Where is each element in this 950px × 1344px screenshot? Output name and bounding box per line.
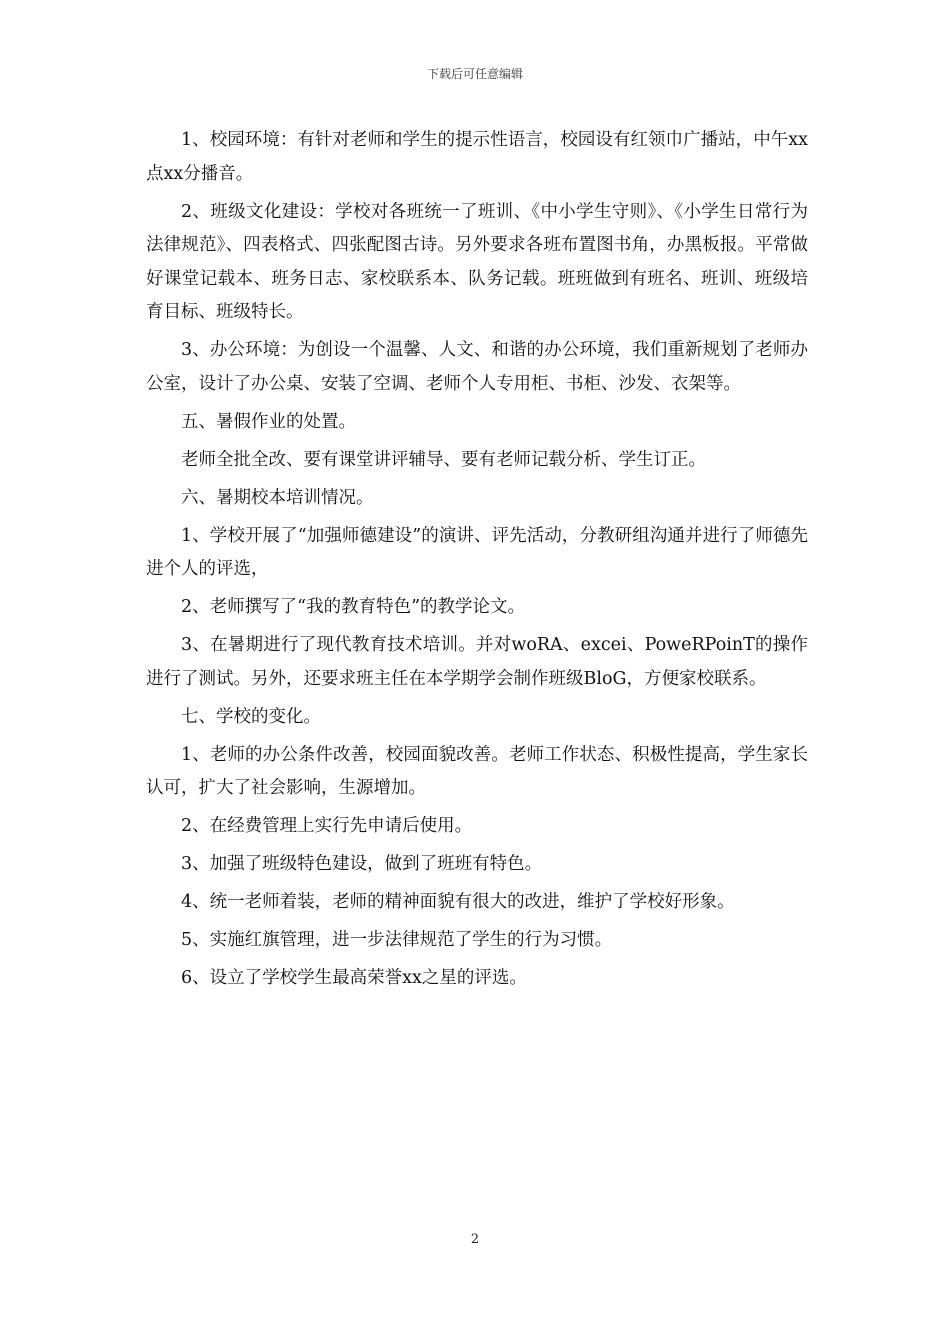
page-number: 2 xyxy=(470,1232,480,1247)
paragraph-homework-grading: 老师全批全改、要有课堂讲评辅导、要有老师记载分析、学生订正。 xyxy=(181,449,706,470)
paragraph-ethics-activity: 1、学校开展了“加强师德建设”的演讲、评先活动，分教研组沟通并进行了师德先进个人的评选， xyxy=(146,525,808,579)
document-body xyxy=(146,124,808,1000)
section-heading-school-changes: 七、学校的变化。 xyxy=(181,706,321,727)
paragraph-change-red-flag: 5、实施红旗管理，进一步法律规范了学生的行为习惯。 xyxy=(181,930,613,950)
paragraph-tech-training: 3、在暑期进行了现代教育技术培训。并对woRA、excei、PoweRPoinT的操作进行了测试。另外，还要求班主任在本学期学会制作班级BloG，方便家校联系。 xyxy=(146,635,808,689)
page-header: 下载后可任意编辑 xyxy=(426,67,523,81)
section-heading-summer-training: 六、暑期校本培训情况。 xyxy=(181,487,374,508)
paragraph-class-culture: 2、班级文化建设：学校对各班统一了班训、《中小学生守则》、《小学生日常行为法律规范》、四表格式、四张配图古诗。另外要求各班布置图书角，办黑板报。平常做好课堂记载本、班务日志、家校联系本、队务记载。班班做到有班名、班训、班级培育目标、班级特长。 xyxy=(146,201,808,322)
paragraph-office-environment: 3、办公环境：为创设一个温馨、人文、和谐的办公环境，我们重新规划了老师办公室，设计了办公桌、安装了空调、老师个人专用柜、书柜、沙发、衣架等。 xyxy=(146,340,808,394)
paragraph-teaching-papers: 2、老师撰写了“我的教育特色”的教学论文。 xyxy=(181,597,526,617)
paragraph-change-funding: 2、在经费管理上实行先申请后使用。 xyxy=(181,816,473,836)
paragraph-change-conditions: 1、老师的办公条件改善，校园面貌改善。老师工作状态、积极性提高，学生家长认可，扩大了社会影响，生源增加。 xyxy=(146,744,808,798)
paragraph-change-honor: 6、设立了学校学生最高荣誉xx之星的评选。 xyxy=(181,968,527,988)
paragraph-campus-environment: 1、校园环境：有针对老师和学生的提示性语言，校园设有红领巾广播站，中午xx点xx分播音。 xyxy=(146,130,808,184)
paragraph-change-class-features: 3、加强了班级特色建设，做到了班班有特色。 xyxy=(181,854,543,874)
paragraph-change-dress: 4、统一老师着装，老师的精神面貌有很大的改进，维护了学校好形象。 xyxy=(181,892,735,912)
section-heading-summer-homework: 五、暑假作业的处置。 xyxy=(181,411,356,432)
